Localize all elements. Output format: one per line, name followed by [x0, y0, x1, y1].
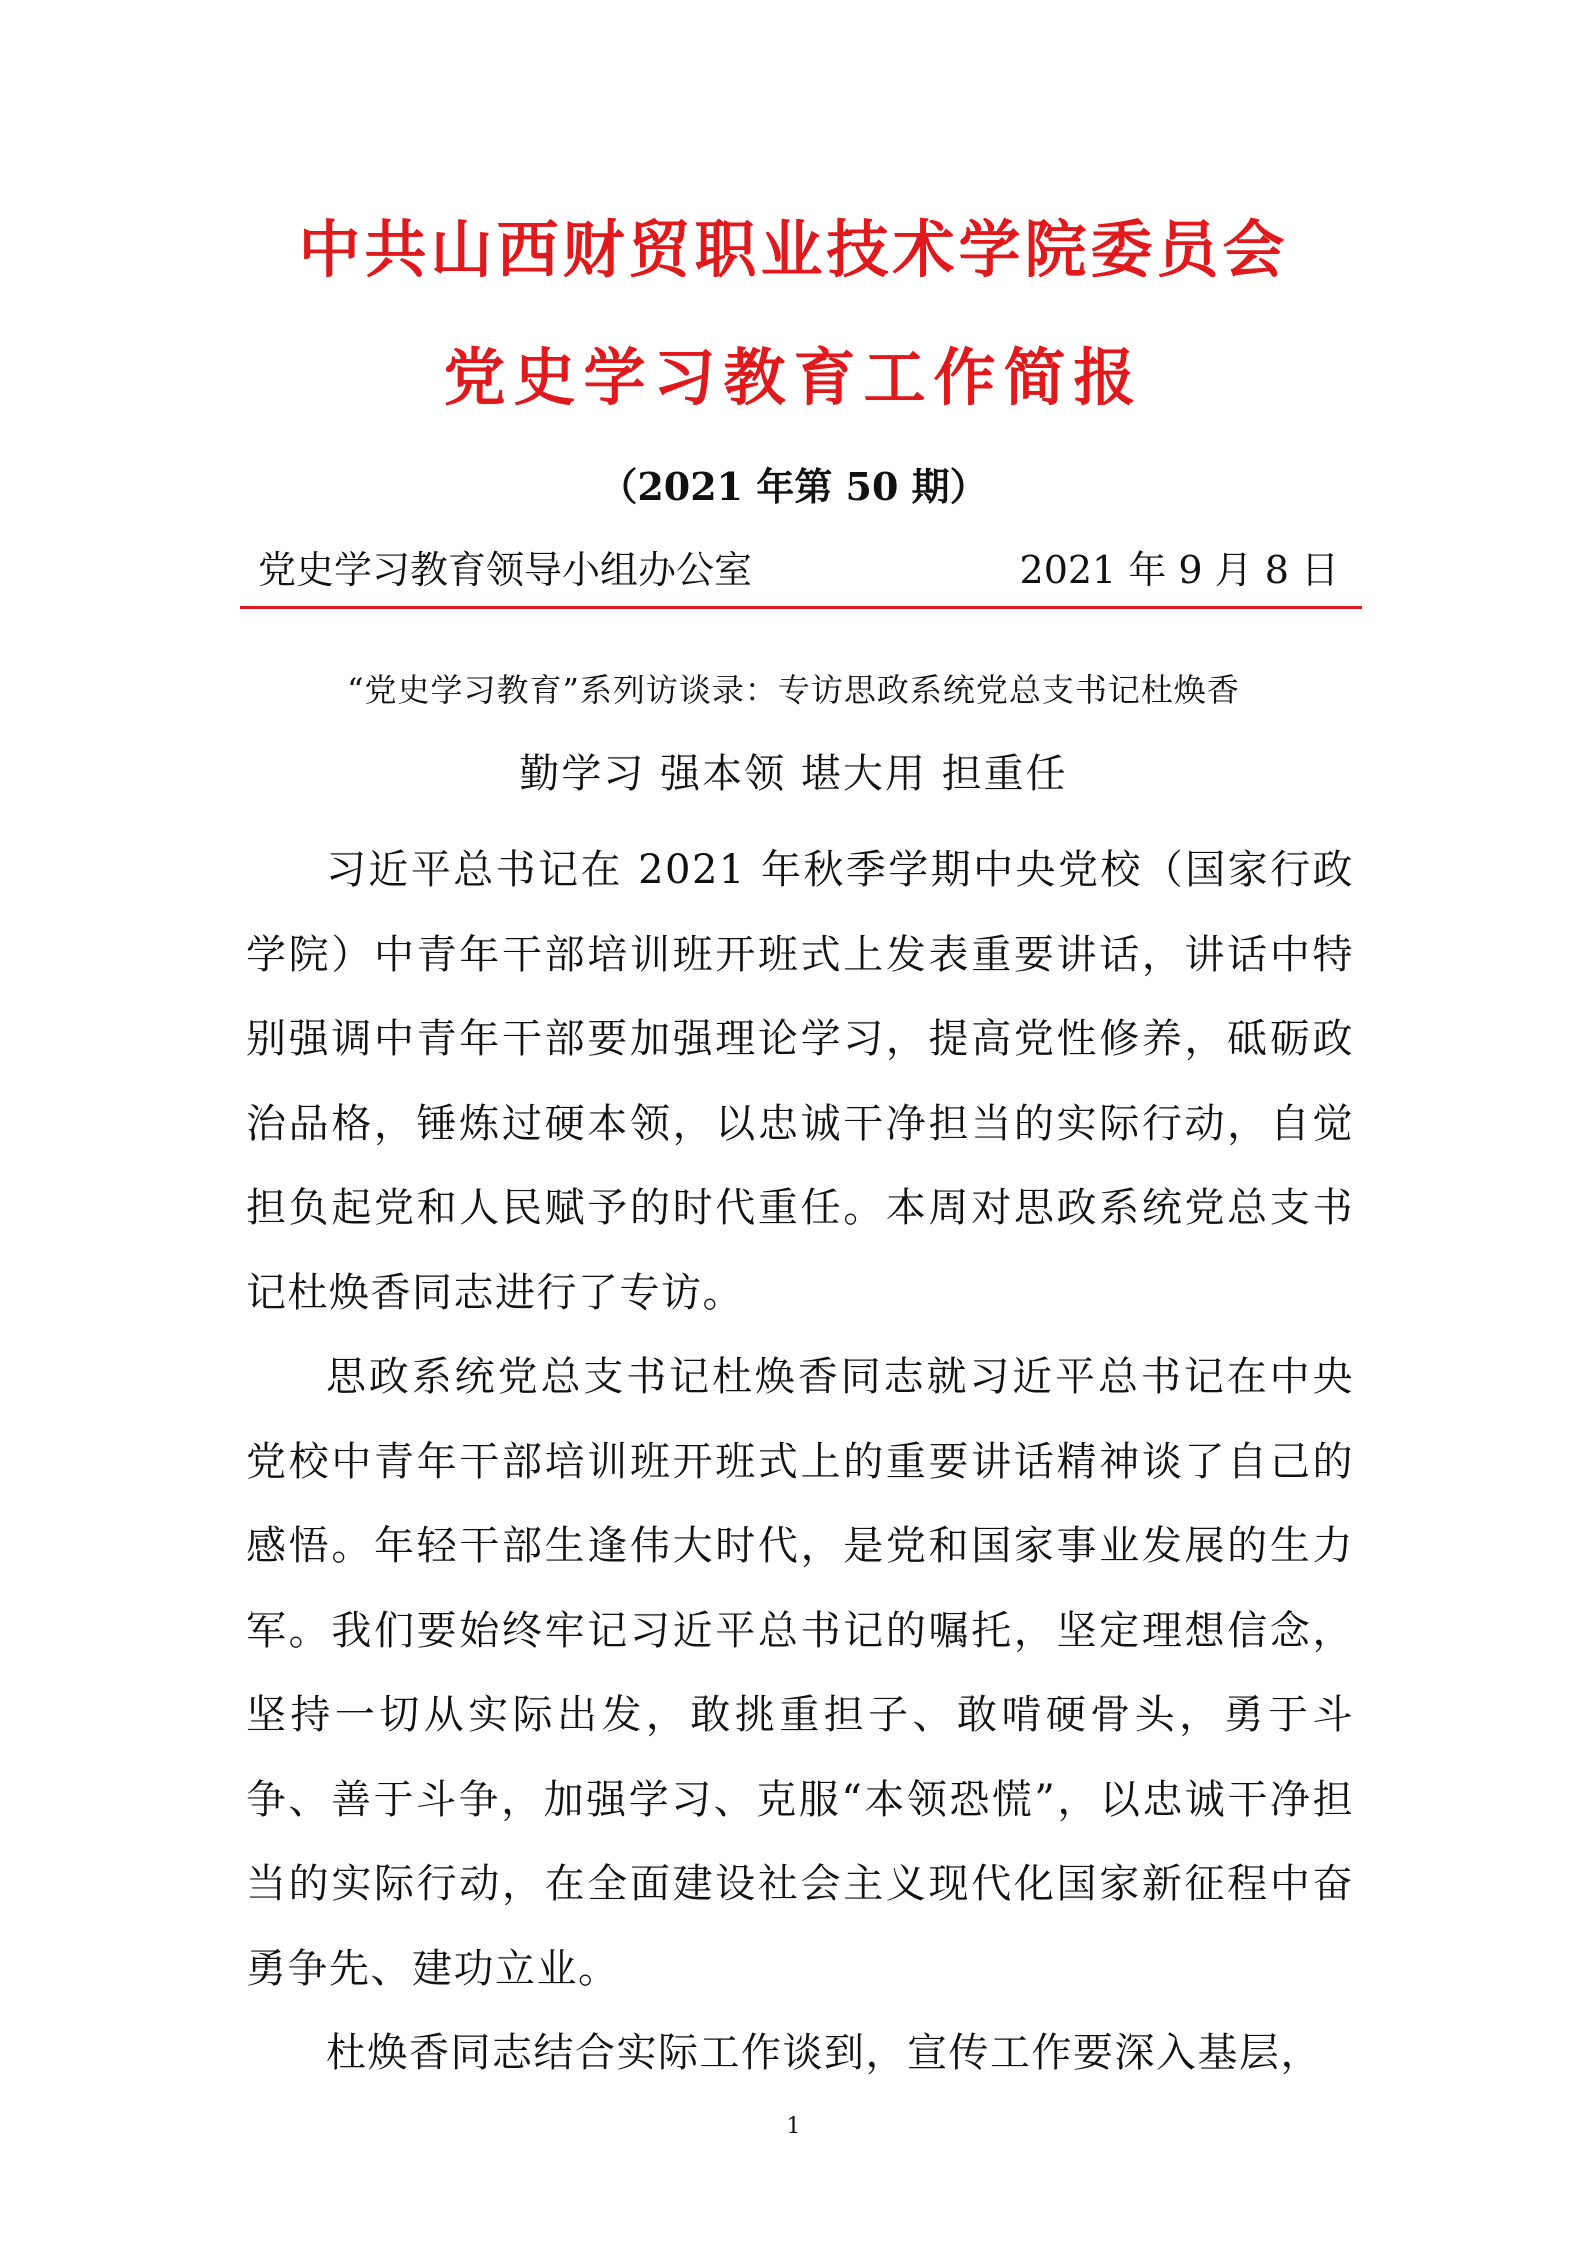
- page-number: 1: [786, 2114, 801, 2139]
- article-paragraph: 习近平总书记在 2021 年秋季学期中央党校（国家行政学院）中青年干部培训班开班式上发表重要讲话，讲话中特别强调中青年干部要加强理论学习，提高党性修养，砥砺政治品格，锤炼过硬本领，以忠诚干净担当的实际行动，自觉担负起党和人民赋予的时代重任。本周对思政系统党总支书记杜焕香同志进行了专访。: [246, 847, 1354, 1316]
- article-subtitle: “党史学习教育”系列访谈录：专访思政系统党总支书记杜焕香: [347, 671, 1240, 709]
- issue-date: 2021 年 9 月 8 日: [1019, 548, 1339, 592]
- issuing-office: 党史学习教育领导小组办公室: [258, 548, 753, 592]
- report-title-briefing: 党史学习教育工作简报: [443, 341, 1144, 414]
- article-headline: 勤学习 强本领 堪大用 担重任: [519, 751, 1068, 797]
- issue-number: （2021 年第 50 期）: [599, 464, 988, 509]
- article-paragraph: 杜焕香同志结合实际工作谈到，宣传工作要深入基层，: [326, 2030, 1322, 2076]
- report-title-organization: 中共山西财贸职业技术学院委员会: [298, 213, 1289, 286]
- red-divider-line: [240, 606, 1362, 609]
- article-body: [246, 828, 1354, 2096]
- article-paragraph: 思政系统党总支书记杜焕香同志就习近平总书记在中央党校中青年干部培训班开班式上的重要讲话精神谈了自己的感悟。年轻干部生逢伟大时代，是党和国家事业发展的生力军。我们要始终牢记习近平总书记的嘱托，坚定理想信念，坚持一切从实际出发，敢挑重担子、敢啃硬骨头，勇于斗争、善于斗争，加强学习、克服“本领恐慌”，以忠诚干净担当的实际行动，在全面建设社会主义现代化国家新征程中奋勇争先、建功立业。: [246, 1354, 1354, 1992]
